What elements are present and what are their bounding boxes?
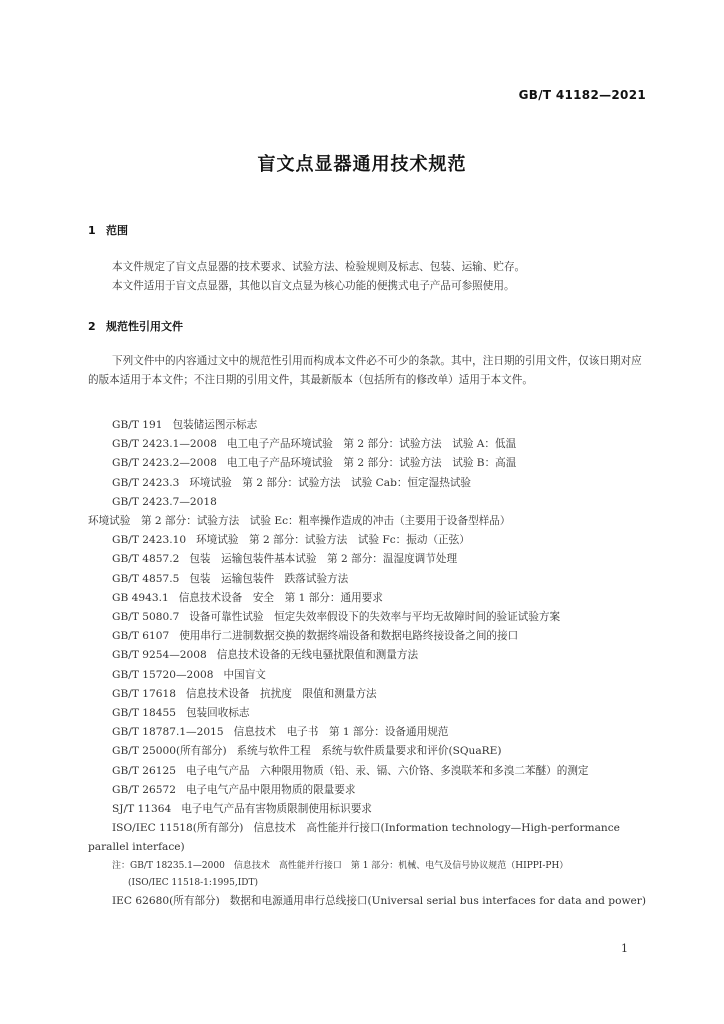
reference-item: GB/T 6107 使用串行二进制数据交换的数据终端设备和数据电路终接设备之间的接口 [112, 630, 519, 643]
reference-item: GB/T 2423.3 环境试验 第 2 部分：试验方法 试验 Cab：恒定湿热试验 [112, 476, 472, 489]
references-intro: 下列文件中的内容通过文中的规范性引用而构成本文件必不可少的条款。其中，注日期的引用文件，仅该日期对应的版本适用于本文件；不注日期的引用文件，其最新版本（包括所有的修改单）适用于本文件。 [88, 355, 642, 387]
standard-code: GB/T 41182—2021 [518, 88, 646, 102]
reference-list [88, 416, 648, 911]
reference-item: SJ/T 11364 电子电气产品有害物质限制使用标识要求 [112, 803, 372, 816]
section-1-heading [88, 222, 128, 238]
reference-item: GB/T 15720—2008 中国盲文 [112, 668, 266, 681]
section-number: 1 [88, 224, 96, 237]
document-title: 盲文点显器通用技术规范 [257, 154, 467, 175]
reference-item: GB/T 25000(所有部分) 系统与软件工程 系统与软件质量要求和评价(SQuaRE) [112, 745, 502, 758]
reference-note [88, 858, 648, 892]
reference-item: IEC 62680(所有部分) 数据和电源通用串行总线接口(Universal serial bus interfaces for data and power) [112, 894, 646, 907]
reference-item: GB/T 4857.5 包装 运输包装件 跌落试验方法 [112, 572, 349, 585]
scope-paragraph-2: 本文件适用于盲文点显器，其他以盲文点显为核心功能的便携式电子产品可参照使用。 [112, 280, 515, 292]
section-title: 规范性引用文件 [106, 320, 183, 333]
reference-item: GB/T 9254—2008 信息技术设备的无线电骚扰限值和测量方法 [112, 649, 419, 662]
note-line-2: (ISO/IEC 11518-1:1995,IDT) [128, 877, 258, 888]
reference-item: GB/T 5080.7 设备可靠性试验 恒定失效率假设下的失效率与平均无故障时间的验证试验方案 [112, 611, 561, 624]
note-label: 注： [112, 860, 131, 871]
reference-item: GB/T 191 包装储运图示标志 [112, 419, 258, 431]
reference-item: GB/T 4857.2 包装 运输包装件基本试验 第 2 部分：温湿度调节处理 [112, 553, 458, 566]
section-title: 范围 [106, 224, 128, 237]
note-line-1: GB/T 18235.1—2000 信息技术 高性能并行接口 第 1 部分：机械、电气及信号协议规范（HIPPI-PH） [130, 860, 569, 871]
reference-item: GB 4943.1 信息技术设备 安全 第 1 部分：通用要求 [112, 591, 383, 604]
reference-item: GB/T 18787.1—2015 信息技术 电子书 第 1 部分：设备通用规范 [112, 726, 449, 739]
section-2-heading [88, 318, 183, 334]
reference-item: GB/T 2423.1—2008 电工电子产品环境试验 第 2 部分：试验方法 试验 A：低温 [112, 438, 517, 451]
reference-item: GB/T 26572 电子电气产品中限用物质的限量要求 [112, 783, 356, 796]
reference-item: GB/T 26125 电子电气产品 六种限用物质（铅、汞、镉、六价铬、多溴联苯和多溴二苯醚）的测定 [112, 764, 589, 777]
reference-item: GB/T 18455 包装回收标志 [112, 707, 250, 720]
reference-item: ISO/IEC 11518(所有部分) 信息技术 高性能并行接口(Information technology—High-performance parallel interface) [88, 822, 620, 854]
scope-paragraph-1: 本文件规定了盲文点显器的技术要求、试验方法、检验规则及标志、包装、运输、贮存。 [112, 261, 526, 273]
reference-item: GB/T 17618 信息技术设备 抗扰度 限值和测量方法 [112, 687, 377, 700]
page-number: 1 [621, 942, 628, 955]
reference-item: GB/T 2423.10 环境试验 第 2 部分：试验方法 试验 Fc：振动（正弦） [112, 534, 470, 547]
section-number: 2 [88, 320, 96, 333]
reference-item: GB/T 2423.2—2008 电工电子产品环境试验 第 2 部分：试验方法 试验 B：高温 [112, 457, 517, 470]
reference-item: GB/T 2423.7—2018环境试验 第 2 部分：试验方法 试验 Ec：粗率操作造成的冲击（主要用于设备型样品） [88, 495, 511, 528]
